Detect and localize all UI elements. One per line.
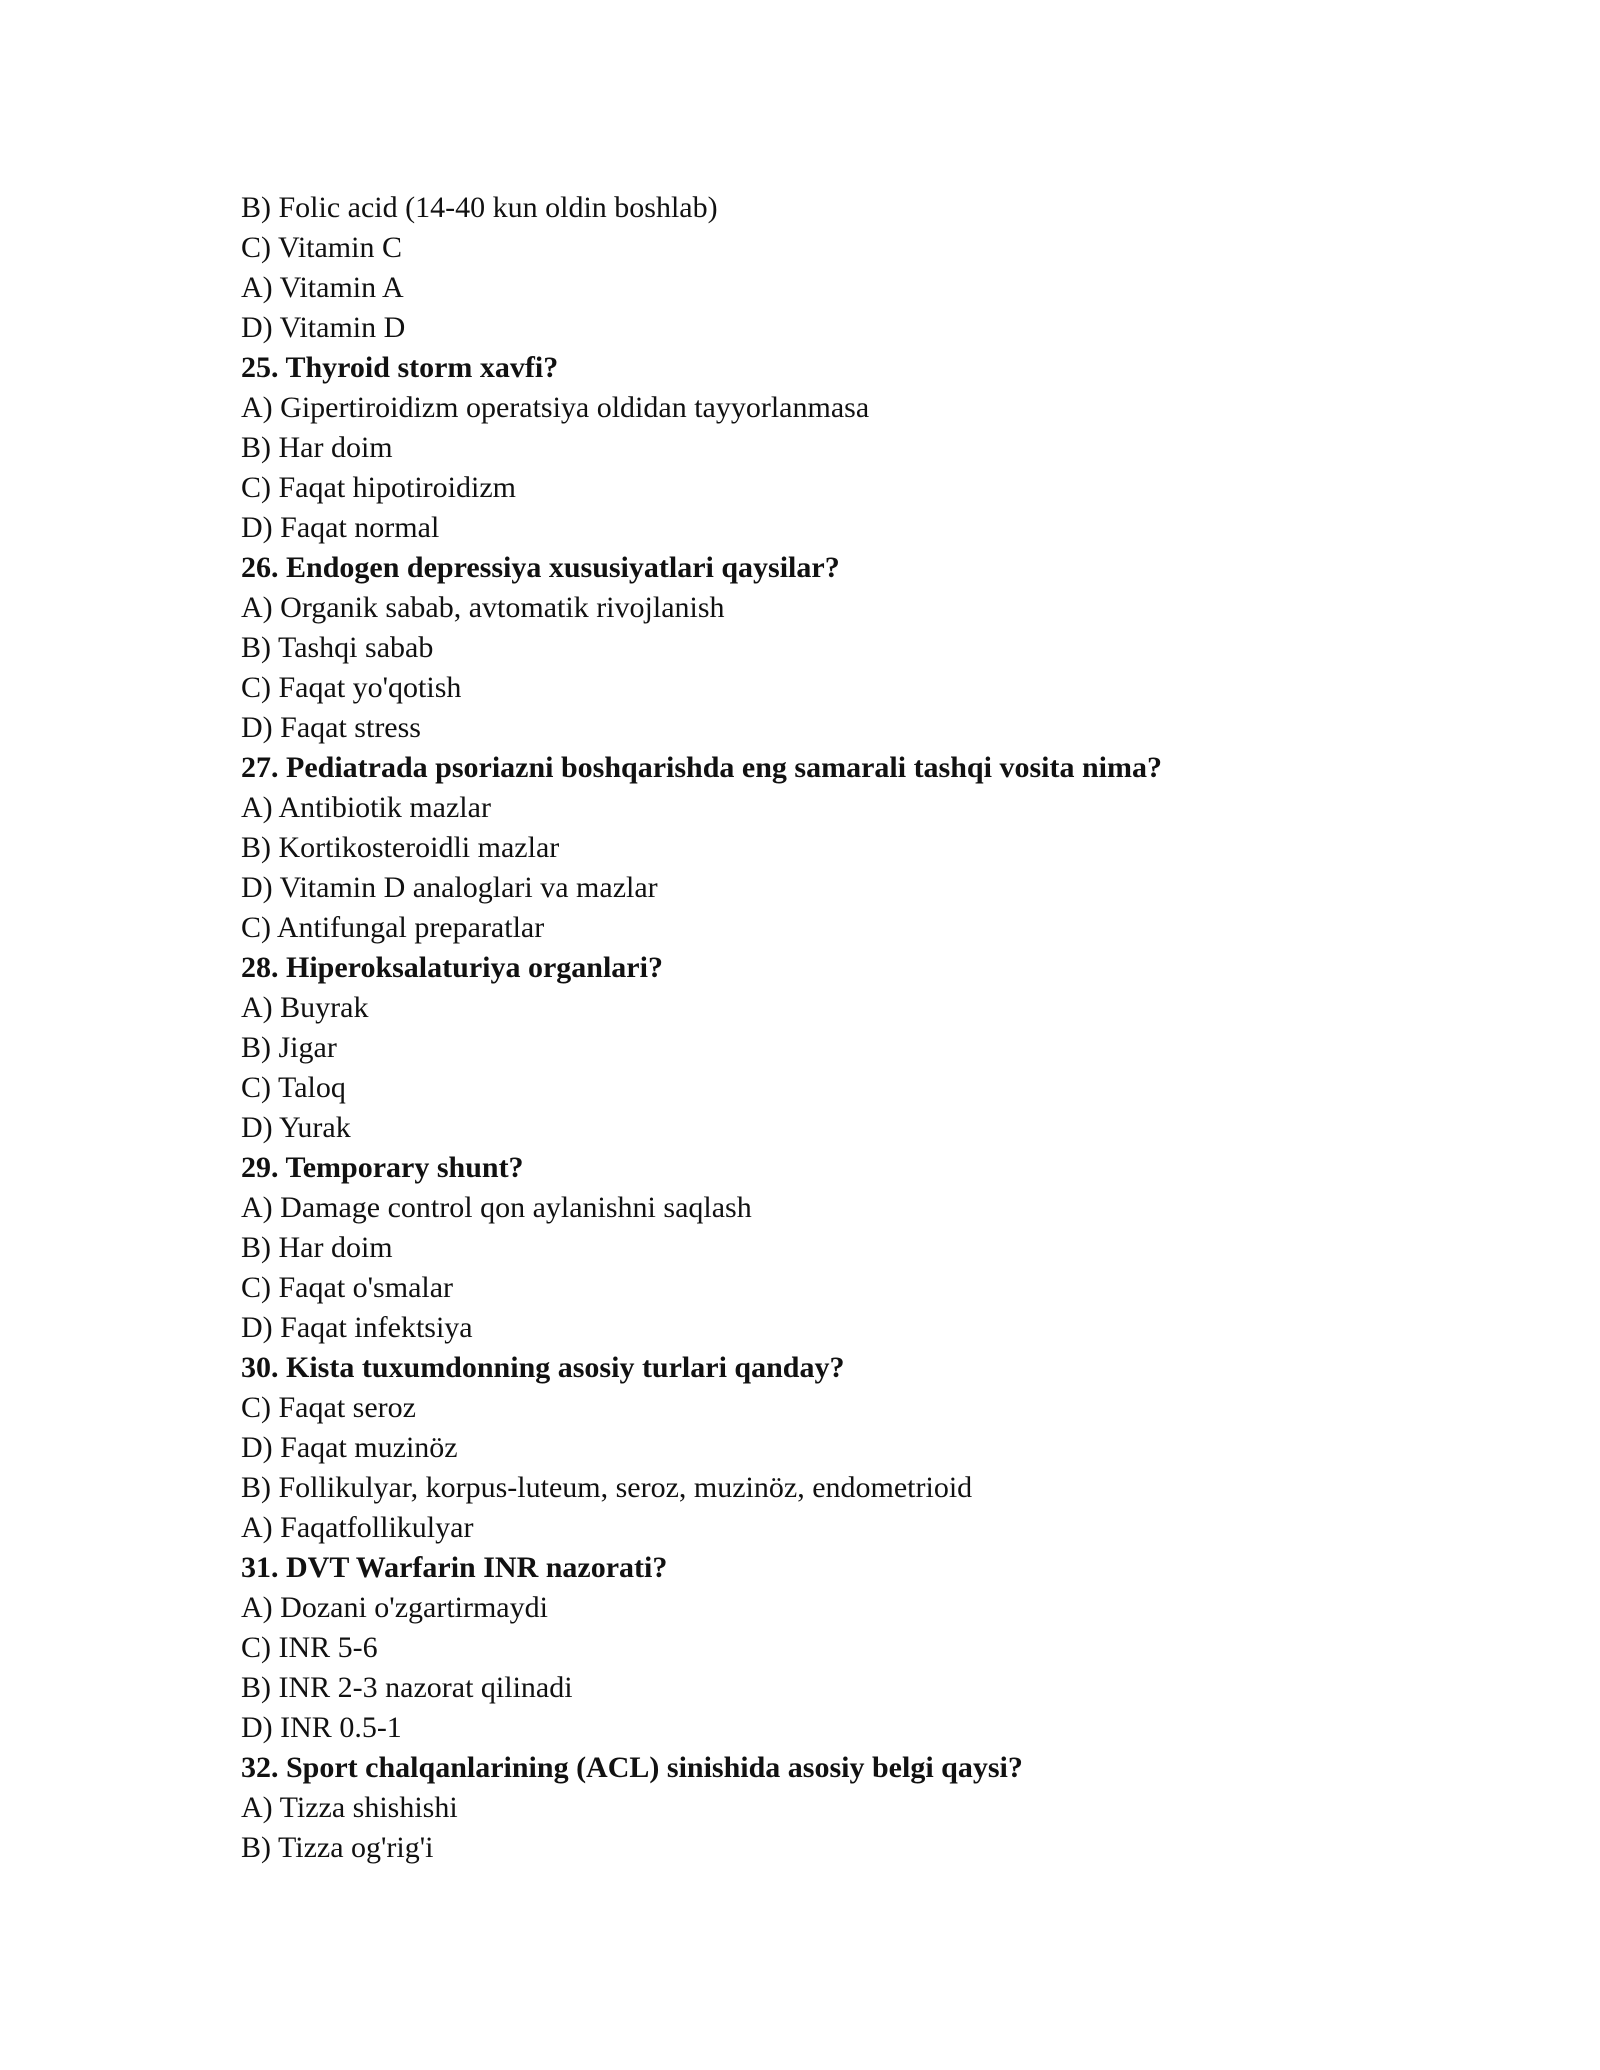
answer-option: A) Dozani o'zgartirmaydi — [241, 1591, 548, 1624]
question-heading: 28. Hiperoksalaturiya organlari? — [241, 951, 663, 984]
answer-option: A) Buyrak — [241, 991, 369, 1024]
answer-option: B) Folic acid (14-40 kun oldin boshlab) — [241, 191, 718, 224]
answer-option: A) Tizza shishishi — [241, 1791, 458, 1824]
answer-option: D) INR 0.5-1 — [241, 1711, 402, 1744]
question-heading: 27. Pediatrada psoriazni boshqarishda eng samarali tashqi vosita nima? — [241, 751, 1162, 784]
answer-option: C) Taloq — [241, 1071, 346, 1104]
answer-option: C) INR 5-6 — [241, 1631, 378, 1664]
answer-option: A) Vitamin A — [241, 271, 404, 304]
answer-option: C) Faqat o'smalar — [241, 1271, 454, 1304]
question-heading: 32. Sport chalqanlarining (ACL) sinishida asosiy belgi qaysi? — [241, 1751, 1023, 1784]
answer-option: A) Antibiotik mazlar — [241, 791, 491, 824]
answer-option: D) Faqat muzinöz — [241, 1431, 458, 1464]
answer-option: A) Organik sabab, avtomatik rivojlanish — [241, 591, 725, 624]
answer-option: B) Har doim — [241, 431, 393, 464]
answer-option: A) Gipertiroidizm operatsiya oldidan tayyorlanmasa — [241, 391, 870, 424]
answer-option: A) Faqatfollikulyar — [241, 1511, 474, 1544]
answer-option: B) Tizza og'rig'i — [241, 1831, 434, 1864]
answer-option: B) Har doim — [241, 1231, 393, 1264]
answer-option: D) Faqat infektsiya — [241, 1311, 473, 1344]
answer-option: B) Tashqi sabab — [241, 631, 434, 664]
question-heading: 31. DVT Warfarin INR nazorati? — [241, 1551, 668, 1584]
answer-option: B) INR 2-3 nazorat qilinadi — [241, 1671, 573, 1704]
answer-option: C) Faqat yo'qotish — [241, 671, 462, 704]
answer-option: C) Antifungal preparatlar — [241, 911, 545, 944]
answer-option: A) Damage control qon aylanishni saqlash — [241, 1191, 752, 1224]
question-heading: 30. Kista tuxumdonning asosiy turlari qanday? — [241, 1351, 845, 1384]
quiz-content — [241, 188, 1441, 1868]
question-heading: 29. Temporary shunt? — [241, 1151, 524, 1184]
answer-option: B) Kortikosteroidli mazlar — [241, 831, 560, 864]
answer-option: B) Follikulyar, korpus-luteum, seroz, muzinöz, endometrioid — [241, 1471, 973, 1504]
answer-option: C) Faqat hipotiroidizm — [241, 471, 516, 504]
answer-option: C) Vitamin C — [241, 231, 402, 264]
answer-option: D) Vitamin D analoglari va mazlar — [241, 871, 658, 904]
answer-option: D) Vitamin D — [241, 311, 406, 344]
answer-option: C) Faqat seroz — [241, 1391, 416, 1424]
question-heading: 26. Endogen depressiya xususiyatlari qaysilar? — [241, 551, 840, 584]
answer-option: D) Yurak — [241, 1111, 351, 1144]
answer-option: D) Faqat stress — [241, 711, 421, 744]
answer-option: D) Faqat normal — [241, 511, 440, 544]
answer-option: B) Jigar — [241, 1031, 337, 1064]
question-heading: 25. Thyroid storm xavfi? — [241, 351, 559, 384]
